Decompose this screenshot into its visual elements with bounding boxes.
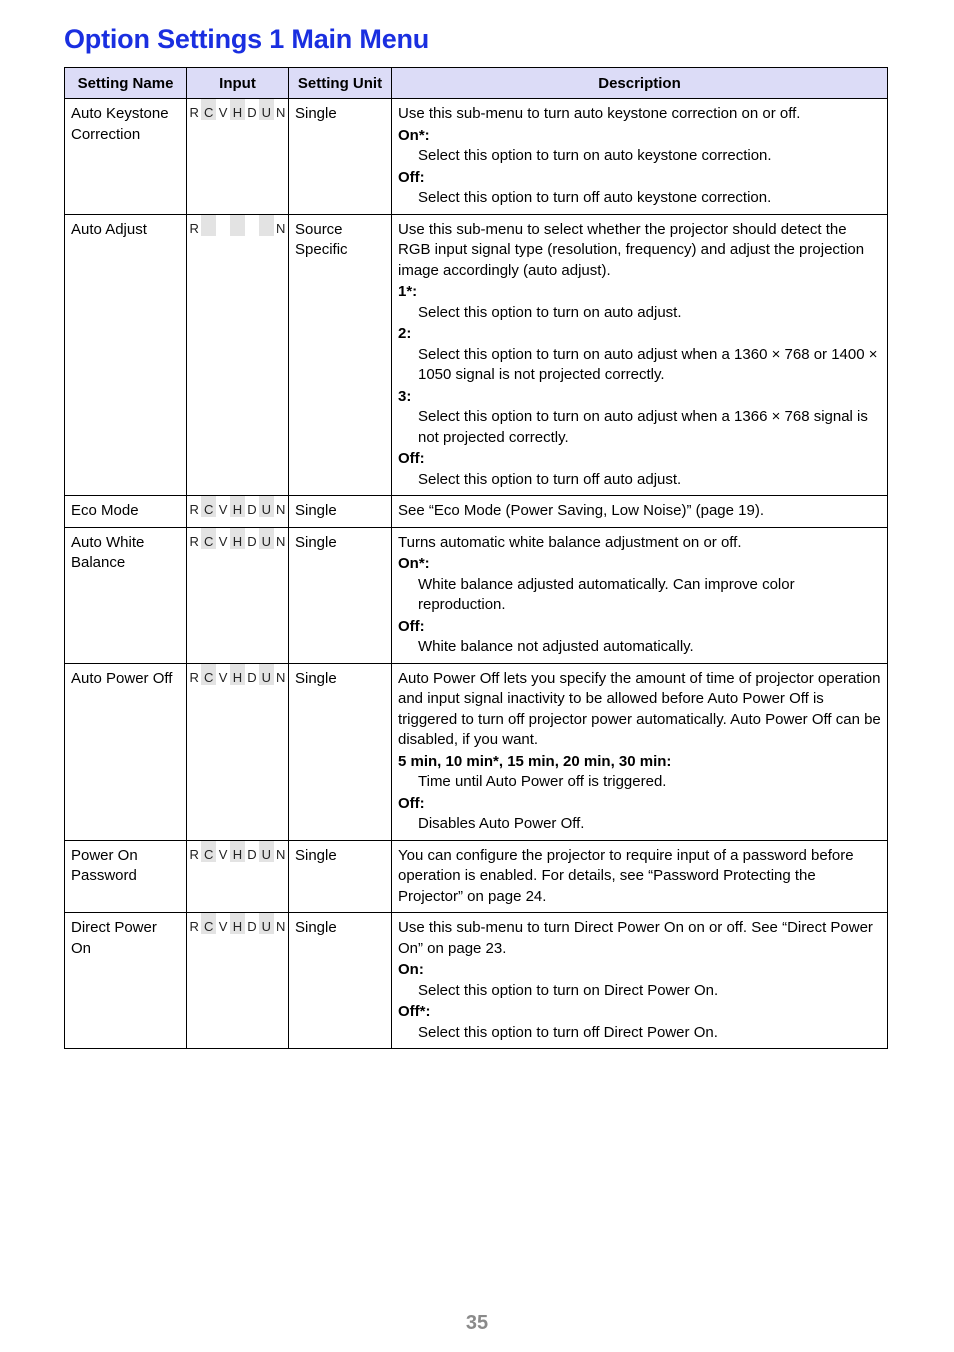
setting-name: Auto Power Off <box>65 663 187 840</box>
header-setting-unit: Setting Unit <box>289 68 392 99</box>
option-heading: Off: <box>398 617 425 635</box>
setting-unit: Single <box>289 496 392 528</box>
option-heading: 3: <box>398 387 412 405</box>
input-letter: N <box>276 502 286 517</box>
input-cell <box>187 663 289 840</box>
input-grid <box>187 215 288 236</box>
input-cell <box>187 913 289 1049</box>
setting-unit: Source Specific <box>289 214 392 496</box>
input-letter: D <box>247 919 257 934</box>
setting-unit: Single <box>289 527 392 663</box>
option-heading: 5 min, 10 min*, 15 min, 20 min, 30 min: <box>398 752 672 770</box>
input-letter: U <box>259 913 273 934</box>
input-letter: R <box>189 919 199 934</box>
input-letter: V <box>218 846 228 862</box>
header-input: Input <box>187 68 289 99</box>
input-letter <box>201 215 215 236</box>
input-letter: N <box>276 919 286 934</box>
setting-unit: Single <box>289 99 392 215</box>
input-letter: C <box>201 528 215 549</box>
input-letter: U <box>259 841 273 862</box>
input-letter: V <box>218 533 228 549</box>
input-letter: D <box>247 502 257 517</box>
option-heading: Off: <box>398 794 425 812</box>
input-cell <box>187 99 289 215</box>
input-letter: C <box>201 664 215 685</box>
setting-name: Direct Power On <box>65 913 187 1049</box>
input-letter <box>259 215 273 236</box>
description-intro: Use this sub-menu to turn auto keystone correction on or off. <box>398 105 801 122</box>
input-letter: R <box>189 846 199 862</box>
option-heading: On*: <box>398 555 430 572</box>
input-letter: V <box>218 105 228 120</box>
settings-table <box>64 67 888 1049</box>
input-letter: D <box>247 105 257 120</box>
table-body <box>65 99 888 1049</box>
input-letter: H <box>230 841 244 862</box>
input-letter: U <box>259 99 273 120</box>
setting-description <box>392 99 888 215</box>
table-row <box>65 99 888 215</box>
description-intro: Use this sub-menu to select whether the projector should detect the RGB input signal type (resolution, frequency) and adjust the projection image accordingly (auto adjust). <box>398 220 865 279</box>
input-letter: H <box>230 664 244 685</box>
description-intro: Turns automatic white balance adjustment on or off. <box>398 533 742 551</box>
input-cell <box>187 840 289 913</box>
option-heading: Off: <box>398 450 425 467</box>
option-text: Select this option to turn off auto keystone correction. <box>418 189 772 206</box>
input-grid <box>187 99 288 120</box>
input-grid <box>187 496 288 517</box>
input-letter: C <box>201 99 215 120</box>
page-title: Option Settings 1 Main Menu <box>64 24 430 54</box>
setting-description <box>392 913 888 1049</box>
input-letter: N <box>276 669 286 685</box>
option-heading: Off: <box>398 168 425 186</box>
input-letter: H <box>230 913 244 934</box>
input-letter: C <box>201 496 215 517</box>
option-text: Select this option to turn off auto adjust. <box>418 470 682 488</box>
setting-name: Eco Mode <box>65 496 187 528</box>
header-description: Description <box>392 68 888 99</box>
setting-description <box>392 214 888 496</box>
input-letter: H <box>230 496 244 517</box>
table-header-row <box>65 68 888 99</box>
option-text: Time until Auto Power off is triggered. <box>418 773 667 790</box>
input-letter: R <box>189 502 199 517</box>
option-heading: Off*: <box>398 1003 431 1020</box>
table-row <box>65 496 888 528</box>
setting-unit: Single <box>289 913 392 1049</box>
option-text: White balance adjusted automatically. Can improve color reproduction. <box>418 575 795 613</box>
option-text: Select this option to turn on auto adjust. <box>418 303 682 321</box>
setting-unit: Single <box>289 840 392 913</box>
table-row <box>65 840 888 913</box>
description-intro: See “Eco Mode (Power Saving, Low Noise)” (page 19). <box>398 502 765 519</box>
input-grid <box>187 528 288 549</box>
input-letter: D <box>247 669 257 685</box>
description-intro: Auto Power Off lets you specify the amount of time of projector operation and input signal inactivity to be allowed before Auto Power Off is triggered to turn off projector power automatically. Auto Power Off can be disabled, if you want. <box>398 669 881 748</box>
input-letter: C <box>201 841 215 862</box>
input-letter: D <box>247 533 257 549</box>
input-letter: U <box>259 496 273 517</box>
input-letter: U <box>259 528 273 549</box>
input-letter: C <box>201 913 215 934</box>
input-letter: N <box>276 533 286 549</box>
table-row <box>65 663 888 840</box>
input-letter: R <box>189 669 199 685</box>
setting-description <box>392 663 888 840</box>
input-cell <box>187 496 289 528</box>
setting-unit: Single <box>289 663 392 840</box>
setting-name: Power On Password <box>65 840 187 913</box>
option-heading: 2: <box>398 325 412 342</box>
option-text: Select this option to turn on auto adjust when a 1366 × 768 signal is not projected correctly. <box>418 408 868 446</box>
option-heading: 1*: <box>398 283 418 300</box>
input-letter: N <box>276 846 286 862</box>
header-setting-name: Setting Name <box>65 68 187 99</box>
input-letter: R <box>189 105 199 120</box>
input-letter: R <box>189 220 199 236</box>
input-letter: N <box>276 105 286 120</box>
input-letter: U <box>259 664 273 685</box>
input-letter <box>245 215 259 236</box>
input-letter: H <box>230 528 244 549</box>
option-text: Select this option to turn on auto adjust when a 1360 × 768 or 1400 × 1050 signal is not projected correctly. <box>418 345 878 383</box>
input-letter: N <box>276 220 286 236</box>
input-grid <box>187 841 288 862</box>
input-letter <box>230 215 244 236</box>
input-letter: V <box>218 919 228 934</box>
setting-description <box>392 527 888 663</box>
option-text: Select this option to turn off Direct Power On. <box>418 1023 718 1041</box>
option-text: Select this option to turn on auto keystone correction. <box>418 147 772 164</box>
option-text: Disables Auto Power Off. <box>418 815 585 832</box>
input-grid <box>187 664 288 685</box>
input-cell <box>187 527 289 663</box>
table-row <box>65 214 888 496</box>
option-text: White balance not adjusted automatically. <box>418 638 694 655</box>
setting-name: Auto Adjust <box>65 214 187 496</box>
table-row <box>65 527 888 663</box>
option-heading: On: <box>398 961 424 978</box>
option-heading: On*: <box>398 126 430 144</box>
setting-description <box>392 496 888 528</box>
input-letter: R <box>189 533 199 549</box>
option-text: Select this option to turn on Direct Power On. <box>418 981 719 999</box>
description-intro: You can configure the projector to require input of a password before operation is enabled. For details, see “Password Protecting the Projector” on page 24. <box>398 846 854 905</box>
input-cell <box>187 214 289 496</box>
input-letter: V <box>218 502 228 517</box>
setting-name: Auto White Balance <box>65 527 187 663</box>
input-letter: H <box>230 99 244 120</box>
description-intro: Use this sub-menu to turn Direct Power On on or off. See “Direct Power On” on page 23. <box>398 919 873 957</box>
setting-name: Auto Keystone Correction <box>65 99 187 215</box>
setting-description <box>392 840 888 913</box>
input-letter: D <box>247 846 257 862</box>
table-row <box>65 913 888 1049</box>
input-grid <box>187 913 288 934</box>
page-number: 35 <box>465 1312 489 1334</box>
input-letter: V <box>218 669 228 685</box>
input-letter <box>216 215 230 236</box>
